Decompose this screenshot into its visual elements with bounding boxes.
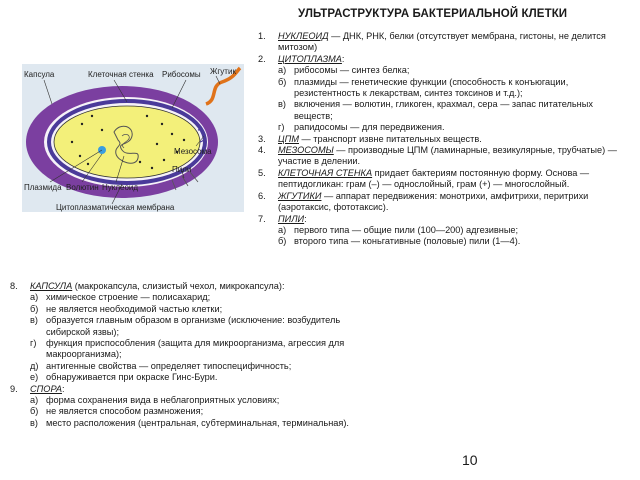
sub-item-text: обнаруживается при окраске Гинс-Бури. — [46, 372, 218, 383]
page-number: 10 — [462, 452, 478, 468]
item-heading: СПОРА — [30, 383, 62, 394]
sub-item — [30, 315, 350, 338]
item-description: : — [61, 383, 65, 394]
sub-item — [278, 225, 628, 236]
sub-item — [278, 65, 628, 76]
item-heading: ЦИТОПЛАЗМА — [278, 53, 342, 64]
sub-item-letter: в) — [278, 99, 286, 110]
sub-item-text: включения — волютин, гликоген, крахмал, сера — запас питательных веществ; — [294, 99, 593, 121]
sub-item — [30, 418, 350, 429]
bacterial-cell-diagram — [22, 64, 244, 212]
sub-item-letter: б) — [30, 406, 39, 417]
sub-item-text: функция приспособления (защита для микроорганизма, агрессия для макроорганизма); — [46, 338, 345, 360]
sub-item-letter: г) — [30, 338, 37, 349]
item-heading: ЖГУТИКИ — [278, 190, 322, 201]
item-number: 4. — [258, 145, 266, 156]
sub-item — [30, 372, 350, 383]
item-text — [278, 145, 628, 168]
label-membrane: Цитоплазматическая мембрана — [56, 203, 175, 212]
sub-item — [30, 338, 350, 361]
item-description: придает бактериям постоянную форму. Основа — пептидогликан: грам (–) — однослойный, грам (+) — многослойный. — [278, 167, 590, 190]
label-cell-wall: Клеточная стенка — [88, 70, 154, 79]
sub-item — [30, 292, 350, 303]
sub-item — [278, 99, 628, 122]
label-flagellum: Жгутик — [210, 67, 236, 76]
label-capsule: Капсула — [24, 70, 55, 79]
sub-item-letter: а) — [30, 395, 39, 406]
item-text — [278, 54, 628, 65]
sub-item-text: рапидосомы — для передвижения. — [294, 122, 445, 133]
section-item — [258, 54, 628, 65]
sub-item-text: не является необходимой частью клетки; — [46, 303, 223, 314]
section-item — [258, 31, 628, 54]
sub-item-text: второго типа — коньгативные (половые) пили (1—4). — [294, 236, 521, 247]
item-text — [278, 191, 628, 214]
item-number: 9. — [10, 383, 18, 394]
page-title: УЛЬТРАСТРУКТУРА БАКТЕРИАЛЬНОЙ КЛЕТКИ — [298, 8, 568, 20]
section-item — [10, 384, 350, 395]
section-item — [258, 191, 628, 214]
left-section-list — [10, 281, 350, 429]
item-description: : — [341, 53, 345, 64]
item-description: — ДНК, РНК, белки (отсутствует мембрана, гистоны, не делится митозом) — [278, 31, 606, 53]
item-text — [278, 214, 628, 225]
item-number: 6. — [258, 190, 266, 201]
sub-item-letter: б) — [30, 303, 39, 314]
sub-item-letter: г) — [278, 122, 285, 133]
section-item — [258, 145, 628, 168]
item-text — [278, 134, 628, 145]
sub-item-letter: б) — [278, 76, 287, 87]
sub-item-text: плазмиды — генетические функции (способность к конъюгации, резистентность к лекарствам, синтез токсинов и т.д.); — [294, 76, 569, 99]
section-item — [258, 168, 628, 191]
sub-item — [30, 406, 350, 417]
sub-item — [30, 395, 350, 406]
sub-item-letter: а) — [30, 292, 39, 303]
item-text — [30, 281, 350, 292]
sub-item — [278, 236, 628, 247]
right-section-list — [258, 31, 628, 248]
item-number: 8. — [10, 281, 18, 291]
item-number: 3. — [258, 133, 266, 144]
sub-item — [30, 361, 350, 372]
item-description: — транспорт извне питательных веществ. — [299, 133, 482, 144]
sub-item-text: первого типа — общие пили (100—200) адгезивные; — [294, 224, 519, 235]
section-item — [258, 214, 628, 225]
item-number: 5. — [258, 167, 266, 178]
item-number: 2. — [258, 53, 266, 64]
item-heading: ЦПМ — [278, 133, 299, 144]
label-plasmid: Плазмида — [24, 183, 62, 192]
item-heading: МЕЗОСОМЫ — [278, 145, 334, 156]
item-description: (макрокапсула, слизистый чехол, микрокапсула): — [72, 281, 285, 291]
sub-item-letter: а) — [278, 65, 287, 76]
item-description: — аппарат передвижения: монотрихи, амфитрихи, перитрихи (аэротаксис, фототаксис). — [278, 190, 589, 213]
label-mesosome: Мезосома — [174, 147, 212, 156]
item-heading: НУКЛЕОИД — [278, 31, 329, 41]
label-volutin: Волютин — [66, 183, 99, 192]
sub-item-text: форма сохранения вида в неблагоприятных условиях; — [46, 395, 280, 406]
label-pili: Пили — [172, 165, 192, 174]
sub-item-text: антигенные свойства — определяет типоспецифичность; — [46, 360, 292, 371]
item-description: — производные ЦПМ (ламинарные, везикулярные, трубчатые) — участие в делении. — [278, 145, 617, 167]
item-heading: ПИЛИ — [278, 213, 305, 224]
sub-item-text: место расположения (центральная, субтерминальная, терминальная). — [46, 417, 349, 428]
item-number: 7. — [258, 213, 266, 224]
sub-item-letter: в) — [30, 315, 38, 326]
label-ribosomes: Рибосомы — [162, 70, 201, 79]
item-description: : — [304, 213, 307, 224]
sub-item-letter: б) — [278, 236, 287, 247]
sub-item-letter: в) — [30, 417, 38, 428]
sub-item — [30, 304, 350, 315]
item-heading: КАПСУЛА — [30, 281, 73, 291]
item-text — [278, 31, 628, 54]
section-item — [258, 134, 628, 145]
sub-item-text: не является способом размножения; — [46, 406, 204, 417]
item-heading: КЛЕТОЧНАЯ СТЕНКА — [278, 167, 373, 178]
sub-item — [278, 77, 628, 100]
item-number: 1. — [258, 31, 266, 41]
item-text — [30, 384, 350, 395]
sub-item — [278, 122, 628, 133]
sub-item-letter: е) — [30, 372, 39, 383]
sub-item-text: рибосомы — синтез белка; — [294, 65, 410, 76]
sub-item-text: образуется главным образом в организме (исключение: возбудитель сибирской язвы); — [46, 315, 341, 337]
label-nucleoid: Нуклеоид — [102, 183, 139, 192]
sub-item-letter: а) — [278, 224, 287, 235]
section-item — [10, 281, 350, 292]
sub-item-text: химическое строение — полисахарид; — [46, 292, 211, 303]
item-text — [278, 168, 628, 191]
sub-item-letter: д) — [30, 360, 39, 371]
